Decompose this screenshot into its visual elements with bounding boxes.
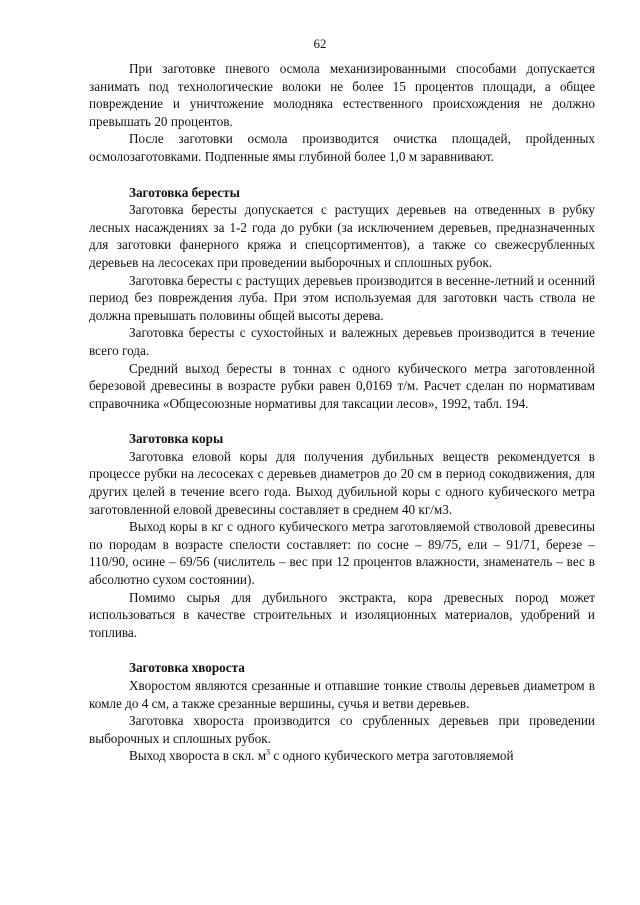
paragraph: При заготовке пневого осмола механизированными способами допускается занимать под технологические волоки не более 15 процентов площади, а общее повреждение и уничтожение молодняка естественного происхождения не должно превышать 20 процентов. xyxy=(89,61,595,129)
text-run: Выход хвороста в скл. м xyxy=(129,748,267,764)
paragraph: Заготовка бересты с растущих деревьев производится в весенне-летний и осенний период без повреждения луба. При этом используемая для заготовки часть ствола не должна превышать половины общей высоты дерева. xyxy=(89,272,595,323)
text-run: с одного кубического метра заготовляемой xyxy=(270,748,514,764)
page-number: 62 xyxy=(313,36,327,51)
paragraph: Выход коры в кг с одного кубического метра заготовляемой стволовой древесины по породам в возрасте спелости составляет: по сосне – 89/75, ели – 91/71, березе – 110/90, осине – 69/56 (числитель – вес при 12 процентов влажности, знаменатель – вес в абсолютно сухом состоянии). xyxy=(89,519,595,588)
paragraph: Помимо сырья для дубильного экстракта, кора древесных пород может использоваться в качестве строительных и изоляционных материалов, удобрений и топлива. xyxy=(89,589,595,640)
section-heading: Заготовка бересты xyxy=(129,184,240,200)
page-content xyxy=(89,60,595,765)
paragraph: Хворостом являются срезанные и отпавшие тонкие стволы деревьев диаметром в комле до 4 см, а также срезанные вершины, сучья и ветви деревьев. xyxy=(89,678,595,711)
paragraph: После заготовки осмола производится очистка площадей, пройденных осмолозаготовками. Подпенные ямы глубиной более 1,0 м заравнивают. xyxy=(89,131,595,164)
superscript: 3 xyxy=(266,747,271,757)
section-heading: Заготовка коры xyxy=(129,431,224,447)
paragraph: Заготовка бересты с сухостойных и валежных деревьев производится в течение всего года. xyxy=(89,325,595,358)
section-heading: Заготовка хвороста xyxy=(129,660,245,676)
paragraph-last xyxy=(89,747,595,765)
paragraph: Средний выход бересты в тоннах с одного кубического метра заготовленной березовой древесины в возрасте рубки равен 0,0169 т/м. Расчет сделан по нормативам справочника «Общесоюзные нормативы для таксации лесов», 1992, табл. 194. xyxy=(89,360,595,411)
paragraph: Заготовка хвороста производится со срубленных деревьев при проведении выборочных и сплошных рубок. xyxy=(89,713,595,746)
paragraph: Заготовка еловой коры для получения дубильных веществ рекомендуется в процессе рубки на лесосеках с деревьев диаметров до 20 см в период сокодвижения, для других целей в течение всего года. Выход дубильной коры с одного кубического метра заготовленной еловой древесины составляет в среднем 40 кг/м3. xyxy=(89,448,595,517)
paragraph: Заготовка бересты допускается с растущих деревьев на отведенных в рубку лесных насаждениях за 1-2 года до рубки (за исключением деревьев, предназначенных для заготовки фанерного кряжа и спецсортиментов), а также со свежесрубленных деревьев на лесосеках при проведении выборочных и сплошных рубок. xyxy=(89,202,595,270)
